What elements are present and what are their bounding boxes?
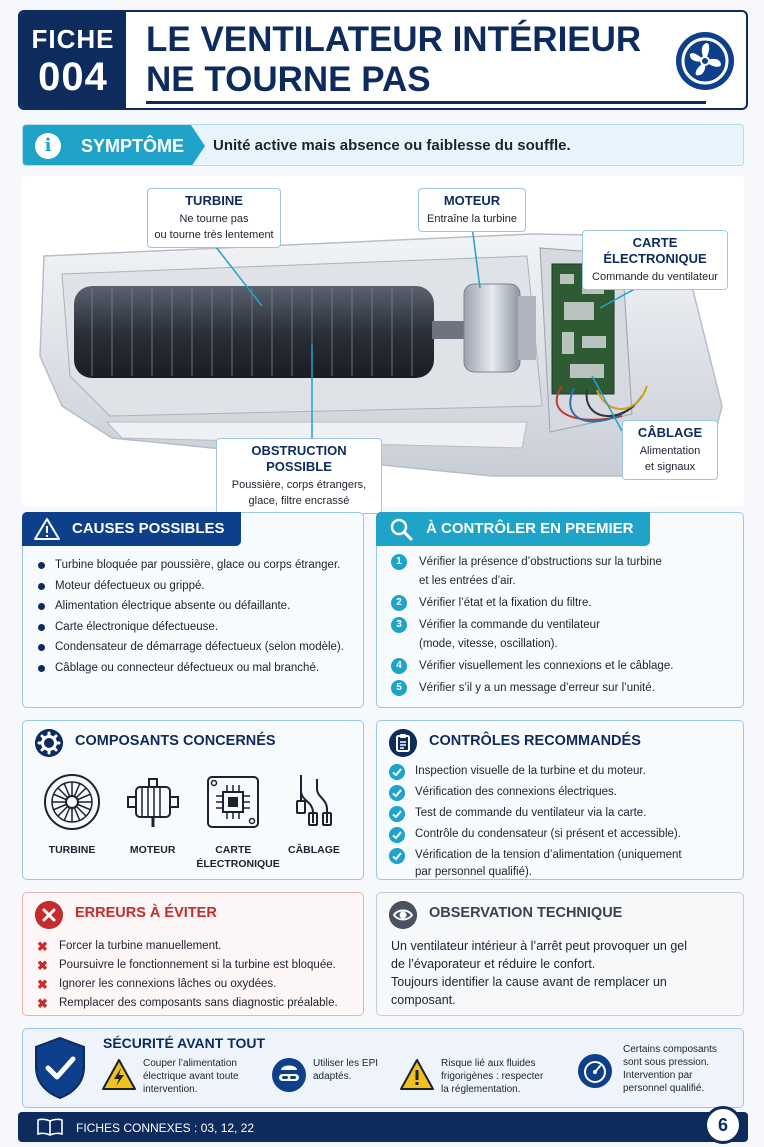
safety-line: intervention.	[143, 1084, 198, 1095]
safety-title: SÉCURITÉ AVANT TOUT	[103, 1035, 266, 1051]
check-text-line1: Vérification des connexions électriques.	[415, 786, 618, 798]
observation-text	[391, 937, 721, 1009]
step-text-line2: (mode, vitesse, oscillation).	[419, 638, 558, 650]
list-item	[389, 763, 682, 780]
symptom-tag	[23, 125, 191, 165]
circuit-board-icon	[202, 771, 264, 833]
list-item	[37, 994, 338, 1013]
callout-cablage-line2: et signaux	[644, 461, 696, 473]
first-checks-card	[376, 512, 744, 708]
component-carte	[196, 771, 280, 871]
safety-line: frigorigènes : respecter	[441, 1071, 544, 1082]
page-title	[146, 20, 641, 100]
components-title: COMPOSANTS CONCERNÉS	[75, 733, 276, 749]
recommended-checks-list	[389, 763, 682, 885]
list-item	[37, 956, 338, 975]
observation-title: OBSERVATION TECHNIQUE	[429, 905, 623, 921]
check-icon	[389, 827, 405, 843]
component-label-line1: MOTEUR	[129, 844, 176, 856]
safety-line: sont sous pression.	[623, 1057, 710, 1068]
list-item: Turbine bloquée par poussière, glace ou corps étranger.	[37, 555, 344, 576]
list-item	[389, 784, 682, 801]
component-turbine	[35, 771, 109, 871]
error-text: Ignorer les connexions lâches ou oxydées.	[59, 978, 277, 990]
list-item	[389, 847, 682, 881]
callout-cablage	[622, 420, 718, 480]
component-label	[35, 843, 109, 857]
title-line-1: LE VENTILATEUR INTÉRIEUR	[146, 20, 642, 59]
safety-text	[143, 1057, 239, 1096]
observation-card	[376, 892, 744, 1016]
observation-line: Toujours identifier la cause avant de remplacer un	[391, 975, 667, 989]
list-item	[389, 805, 682, 822]
safety-line: Utiliser les EPI	[313, 1058, 379, 1069]
list-item: Alimentation électrique absente ou défaillante.	[37, 596, 344, 617]
symptom-text: Unité active mais absence ou faiblesse du souffle.	[213, 137, 571, 154]
causes-card	[22, 512, 364, 708]
observation-line: Un ventilateur intérieur à l’arrêt peut provoquer un gel	[391, 939, 688, 953]
list-item	[391, 679, 673, 698]
callout-obstruction-title: OBSTRUCTION POSSIBLE	[251, 443, 347, 474]
error-text: Forcer la turbine manuellement.	[59, 940, 222, 952]
callout-carte-title: CARTE ÉLECTRONIQUE	[603, 235, 707, 266]
footer	[18, 1112, 748, 1142]
indoor-unit-illustration	[22, 176, 744, 506]
safety-line: Intervention par	[623, 1070, 693, 1081]
errors-card	[22, 892, 364, 1016]
component-label-line2: ÉLECTRONIQUE	[196, 858, 280, 870]
callout-cablage-title: CÂBLAGE	[637, 425, 703, 440]
callout-obstruction-line2: glace, filtre encrassé	[248, 495, 350, 507]
step-text-line1: Vérifier visuellement les connexions et le câblage.	[419, 660, 674, 672]
error-text: Remplacer des composants sans diagnostic préalable.	[59, 997, 338, 1009]
cross-icon: ✖	[37, 996, 48, 1011]
callout-turbine	[147, 188, 281, 248]
callout-turbine-line2: ou tourne très lentement	[154, 229, 274, 241]
book-icon	[36, 1118, 64, 1136]
step-number: 5	[391, 680, 407, 696]
step-text-line1: Vérifier la commande du ventilateur	[419, 619, 600, 631]
observation-line: composant.	[391, 993, 456, 1007]
related-sheets[interactable]: FICHES CONNEXES : 03, 12, 22	[76, 1121, 255, 1135]
list-item	[37, 975, 338, 994]
list-item	[37, 937, 338, 956]
cross-icon: ✖	[37, 977, 48, 992]
component-label	[116, 843, 190, 857]
safety-line: Couper l’alimentation	[143, 1058, 237, 1069]
first-checks-title: À CONTRÔLER EN PREMIER	[426, 520, 634, 537]
component-label	[277, 843, 351, 857]
electric-warning-icon	[101, 1057, 137, 1093]
check-icon	[389, 806, 405, 822]
safety-line: Risque lié aux fluides	[441, 1058, 536, 1069]
callout-cablage-line1: Alimentation	[639, 445, 701, 457]
list-item: Câblage ou connecteur défectueux ou mal branché.	[37, 658, 344, 679]
pressure-gauge-icon	[577, 1053, 613, 1089]
components-row	[35, 771, 351, 871]
step-number: 1	[391, 554, 407, 570]
first-checks-list	[391, 553, 673, 701]
list-item	[389, 826, 682, 843]
info-icon: i	[35, 133, 61, 159]
step-text-line2: et les entrées d’air.	[419, 575, 516, 587]
turbine-icon	[41, 771, 103, 833]
callout-moteur-title: MOTEUR	[443, 193, 501, 208]
step-number: 2	[391, 595, 407, 611]
title-line-2: NE TOURNE PAS	[146, 60, 431, 99]
callout-obstruction-line1: Poussière, corps étrangers,	[231, 479, 367, 491]
callout-moteur	[418, 188, 526, 232]
causes-header	[22, 512, 241, 546]
list-item: Moteur défectueux ou grippé.	[37, 576, 344, 597]
check-text-line2: par personnel qualifié).	[415, 866, 532, 878]
component-moteur	[116, 771, 190, 871]
gear-icon	[35, 729, 63, 757]
component-label-line1: CÂBLAGE	[288, 844, 340, 856]
check-icon	[389, 848, 405, 864]
safety-line: électrique avant toute	[143, 1071, 239, 1082]
motor-icon	[122, 771, 184, 833]
component-cablage	[277, 771, 351, 871]
component-label-line1: CARTE	[215, 844, 252, 856]
safety-banner	[22, 1028, 744, 1108]
step-text-line1: Vérifier l’état et la fixation du filtre.	[419, 597, 592, 609]
safety-text	[313, 1057, 378, 1083]
cable-icon	[283, 771, 345, 833]
causes-list	[37, 555, 344, 678]
step-text-line1: Vérifier s’il y a un message d’erreur sur l’unité.	[419, 682, 655, 694]
shield-check-icon	[31, 1035, 89, 1101]
error-x-icon	[35, 901, 63, 929]
check-text-line1: Vérification de la tension d’alimentation (uniquement	[415, 849, 682, 861]
fiche-number: 004	[38, 55, 108, 99]
list-item	[391, 594, 673, 613]
check-icon	[389, 785, 405, 801]
step-number: 3	[391, 617, 407, 633]
components-card	[22, 720, 364, 880]
ppe-goggles-icon	[271, 1057, 307, 1093]
list-item	[391, 616, 673, 654]
safety-line: personnel qualifié.	[623, 1083, 705, 1094]
title-underline	[146, 101, 706, 104]
list-item: Carte électronique défectueuse.	[37, 617, 344, 638]
errors-list	[37, 937, 338, 1013]
component-label-line1: TURBINE	[48, 844, 96, 856]
safety-text	[623, 1043, 717, 1095]
list-item: Condensateur de démarrage défectueux (selon modèle).	[37, 637, 344, 658]
callout-turbine-line1: Ne tourne pas	[179, 213, 249, 225]
recommended-checks-title: CONTRÔLES RECOMMANDÉS	[429, 733, 641, 749]
fiche-badge	[20, 12, 126, 108]
callout-carte	[582, 230, 728, 290]
cross-icon: ✖	[37, 958, 48, 973]
page-number: 6	[704, 1106, 742, 1144]
callout-obstruction	[216, 438, 382, 514]
first-checks-header	[376, 512, 650, 546]
eye-icon	[389, 901, 417, 929]
error-text: Poursuivre le fonctionnement si la turbine est bloquée.	[59, 959, 336, 971]
step-text-line1: Vérifier la présence d’obstructions sur la turbine	[419, 556, 662, 568]
component-label	[196, 843, 280, 871]
recommended-checks-card	[376, 720, 744, 880]
list-item	[391, 553, 673, 591]
check-icon	[389, 764, 405, 780]
observation-line: de l’évaporateur et réduire le confort.	[391, 957, 596, 971]
fan-icon	[676, 32, 734, 90]
refrigerant-warning-icon	[399, 1057, 435, 1093]
warning-icon	[34, 517, 60, 541]
callout-carte-line1: Commande du ventilateur	[592, 271, 718, 283]
safety-line: Certains composants	[623, 1044, 717, 1055]
safety-text	[441, 1057, 543, 1096]
clipboard-icon	[389, 729, 417, 757]
header	[18, 10, 748, 110]
list-item	[391, 657, 673, 676]
check-text-line1: Contrôle du condensateur (si présent et accessible).	[415, 828, 681, 840]
causes-title: CAUSES POSSIBLES	[72, 520, 225, 537]
safety-line: la réglementation.	[441, 1084, 521, 1095]
callout-turbine-title: TURBINE	[185, 193, 243, 208]
step-number: 4	[391, 658, 407, 674]
callout-moteur-line1: Entraîne la turbine	[427, 213, 517, 225]
check-text-line1: Inspection visuelle de la turbine et du moteur.	[415, 765, 646, 777]
symptom-label: SYMPTÔME	[81, 136, 185, 156]
symptom-banner	[22, 124, 744, 166]
check-text-line1: Test de commande du ventilateur via la carte.	[415, 807, 647, 819]
search-icon	[388, 517, 414, 541]
fiche-label: FICHE	[31, 24, 115, 54]
cross-icon: ✖	[37, 939, 48, 954]
safety-line: adaptés.	[313, 1071, 352, 1082]
errors-title: ERREURS À ÉVITER	[75, 905, 217, 921]
